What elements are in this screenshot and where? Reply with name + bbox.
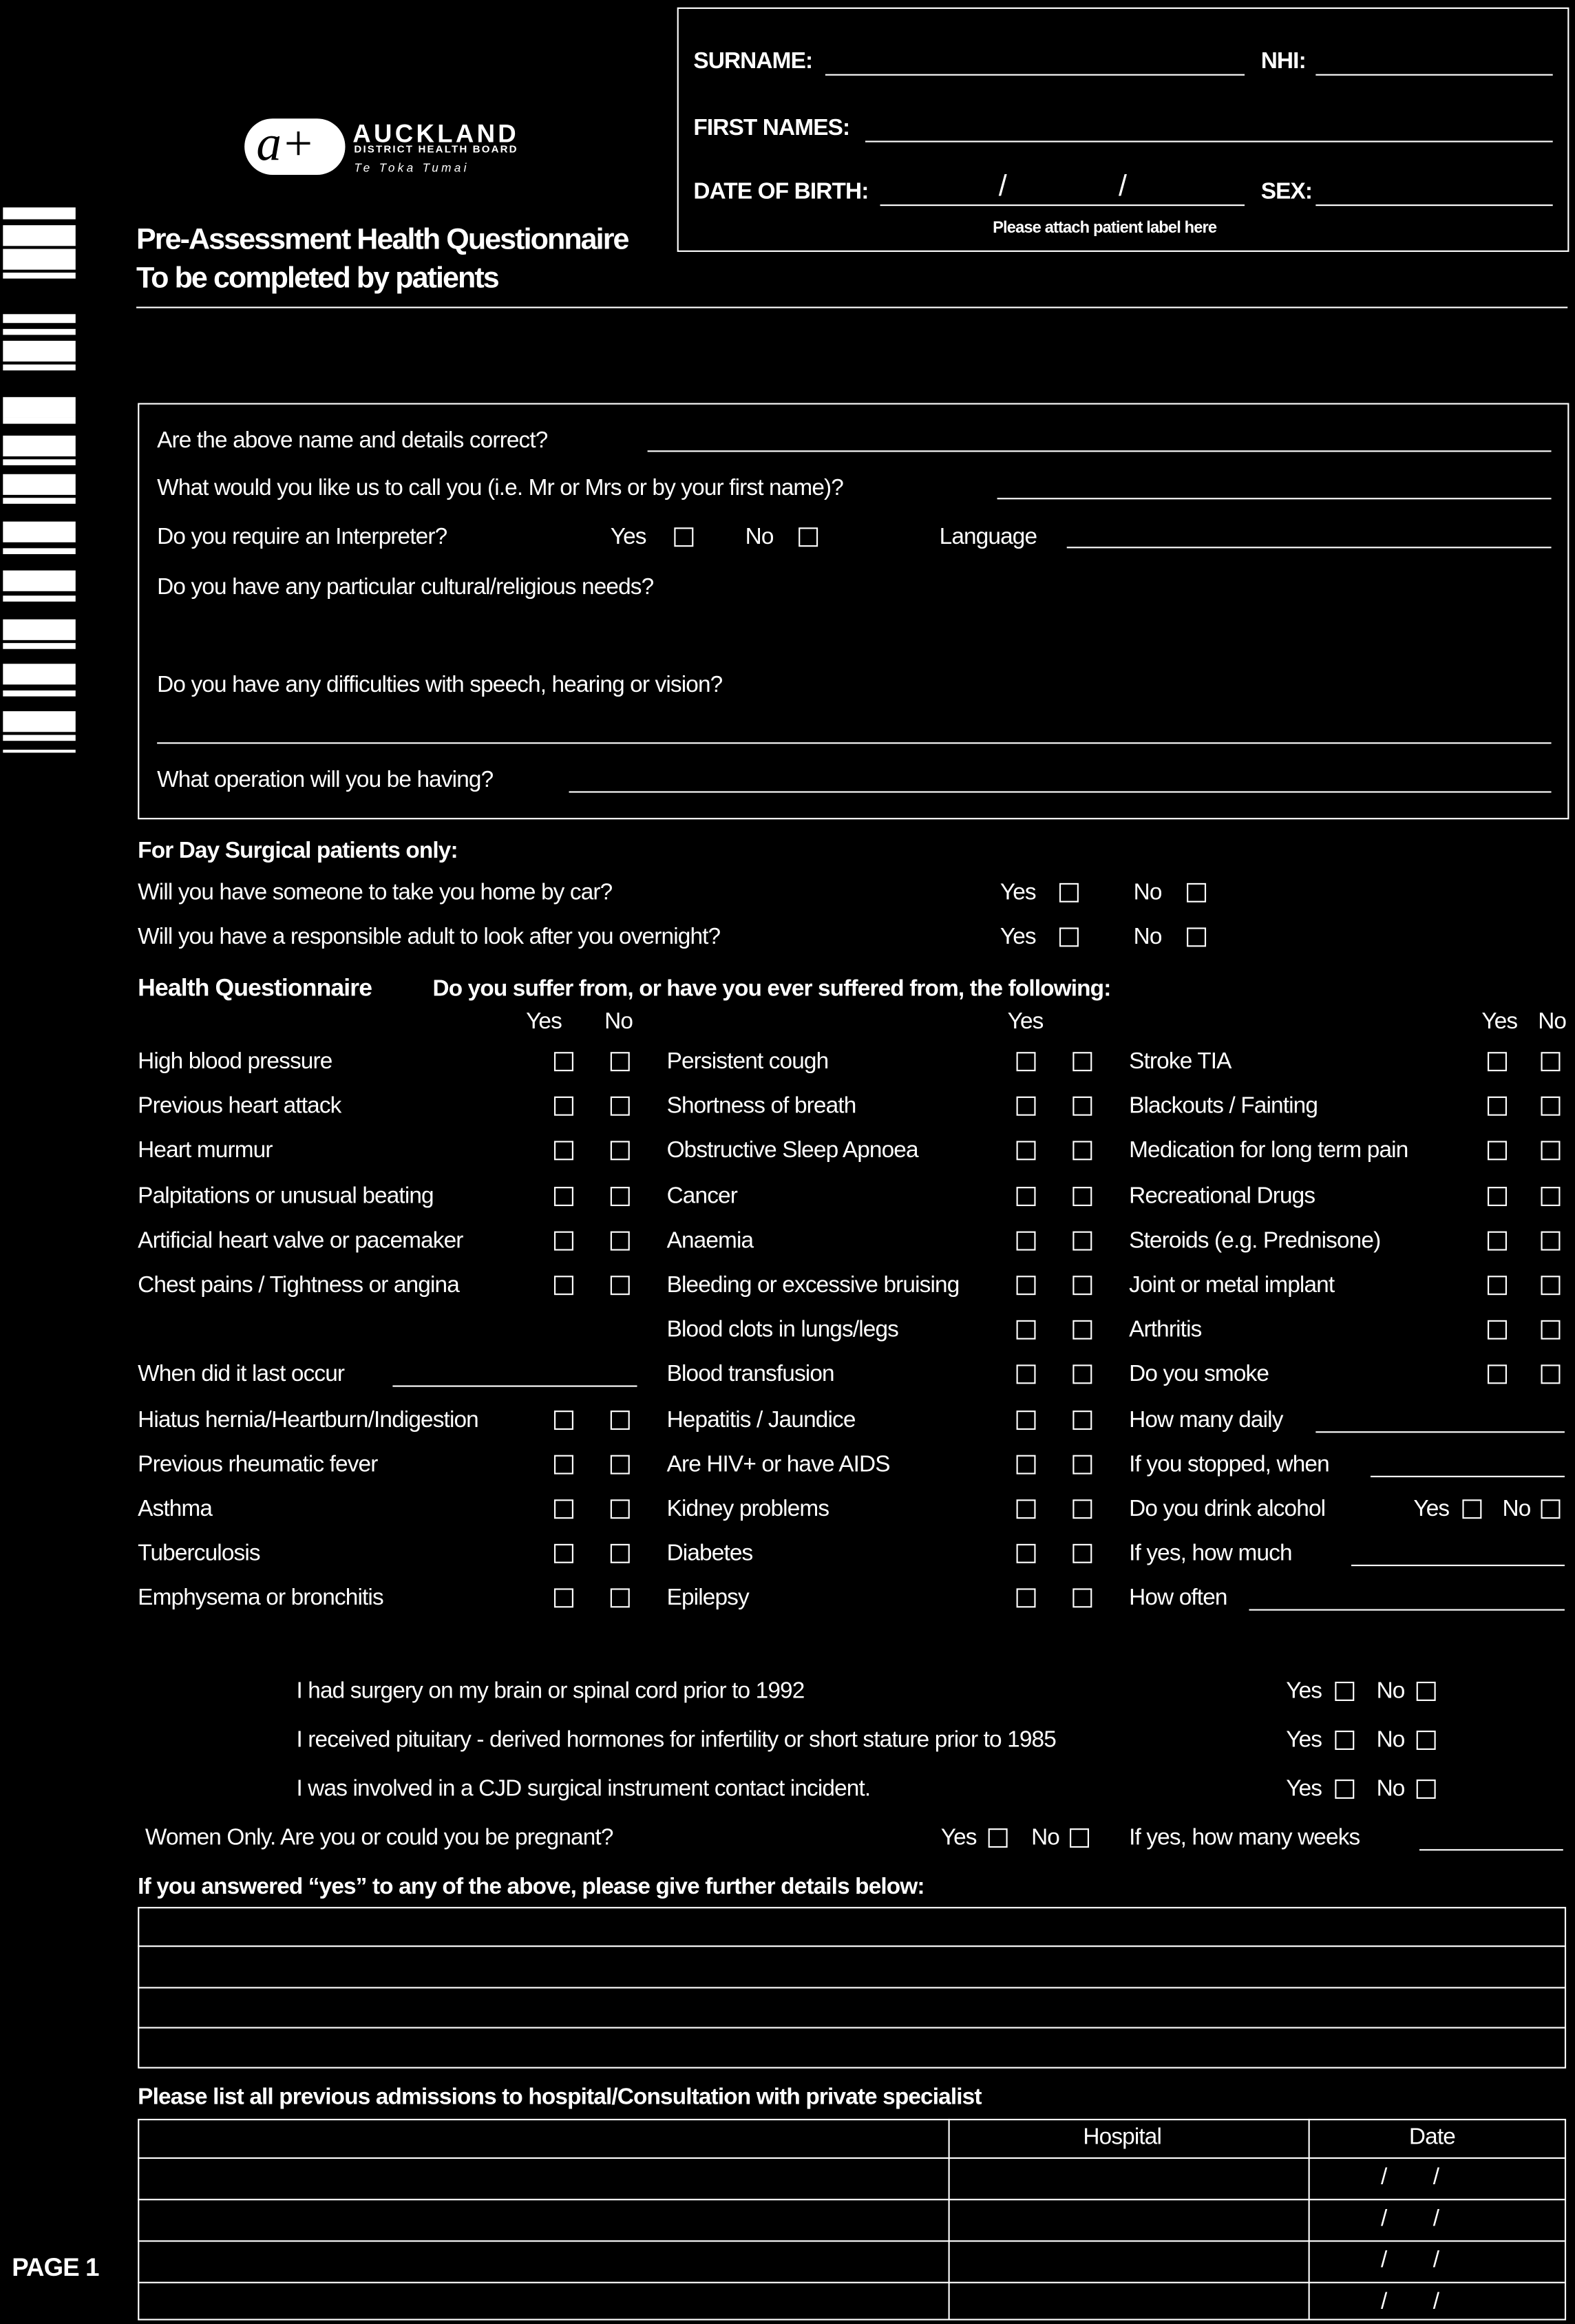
condition-label: Emphysema or bronchitis (138, 1585, 383, 1612)
nhi-field[interactable] (1315, 74, 1552, 76)
condition-yes-checkbox[interactable] (554, 1276, 573, 1295)
barcode-bar (3, 329, 75, 335)
checkbox[interactable] (1417, 1779, 1436, 1799)
condition-yes-checkbox[interactable] (1017, 1589, 1036, 1608)
checkbox[interactable] (1335, 1682, 1354, 1701)
condition-label: Previous heart attack (138, 1093, 341, 1119)
condition-no-checkbox[interactable] (1541, 1320, 1560, 1340)
first-names-label: FIRST NAMES: (693, 115, 850, 141)
condition-no-checkbox[interactable] (611, 1589, 630, 1608)
condition-label: Diabetes (666, 1541, 753, 1567)
condition-no-checkbox[interactable] (611, 1231, 630, 1250)
alcohol-yes-checkbox[interactable] (1462, 1499, 1481, 1519)
barcode-bar (3, 711, 75, 732)
condition-no-checkbox[interactable] (1072, 1589, 1092, 1608)
further-details-input[interactable] (140, 2032, 1560, 2067)
condition-no-checkbox[interactable] (1072, 1097, 1092, 1116)
barcode-bar (3, 249, 75, 270)
checkbox[interactable] (1187, 927, 1206, 947)
logo-motto: Te Toka Tumai (354, 161, 469, 175)
day-surgical-heading: For Day Surgical patients only: (138, 838, 458, 864)
condition-yes-checkbox[interactable] (554, 1589, 573, 1608)
yes-header: Yes (1007, 1008, 1044, 1035)
condition-label: Medication for long term pain (1129, 1138, 1408, 1164)
question-cultural-needs: Do you have any particular cultural/religious needs? (157, 575, 654, 600)
surname-field[interactable] (825, 74, 1245, 76)
condition-label: Joint or metal implant (1129, 1272, 1335, 1298)
condition-no-checkbox[interactable] (1541, 1276, 1560, 1295)
weeks-field[interactable] (1419, 1849, 1563, 1850)
date-header: Date (1408, 2124, 1455, 2151)
condition-label: High blood pressure (138, 1048, 332, 1075)
condition-label: Do you drink alcohol (1129, 1496, 1326, 1522)
admissions-heading: Please list all previous admissions to hospital/Consultation with private specialist (138, 2084, 982, 2111)
condition-no-checkbox[interactable] (611, 1499, 630, 1519)
condition-label: Anaemia (666, 1227, 754, 1254)
yes-label: Yes (940, 1825, 977, 1851)
condition-yes-checkbox[interactable] (1017, 1365, 1036, 1384)
details-row-line (138, 1945, 1565, 1947)
barcode-bar (3, 364, 75, 370)
condition-no-checkbox[interactable] (1072, 1231, 1092, 1250)
condition-label: Blackouts / Fainting (1129, 1093, 1318, 1119)
dob-slash: / (998, 170, 1006, 203)
condition-no-checkbox[interactable] (1541, 1141, 1560, 1161)
barcode-bar (3, 548, 75, 554)
answer-line[interactable] (997, 498, 1552, 499)
checkbox[interactable] (1335, 1779, 1354, 1799)
condition-label: Do you smoke (1129, 1362, 1269, 1388)
answer-line[interactable] (1371, 1475, 1565, 1477)
condition-yes-checkbox[interactable] (1017, 1455, 1036, 1474)
condition-yes-checkbox[interactable] (554, 1097, 573, 1116)
health-heading: Health Questionnaire (138, 975, 372, 1002)
nhi-label: NHI: (1260, 49, 1306, 74)
column-divider (949, 2119, 950, 2319)
barcode-bar (3, 750, 75, 752)
condition-no-checkbox[interactable] (1072, 1186, 1092, 1205)
no-label: No (1133, 925, 1162, 950)
condition-no-checkbox[interactable] (611, 1186, 630, 1205)
first-names-field[interactable] (865, 140, 1553, 142)
barcode-bar (3, 664, 75, 684)
answer-line[interactable] (648, 450, 1552, 452)
question-interpreter: Do you require an Interpreter? (157, 524, 447, 550)
barcode-bar (3, 436, 75, 456)
weeks-label: If yes, how many weeks (1129, 1825, 1360, 1851)
condition-label: How often (1129, 1585, 1227, 1612)
divider (136, 307, 1567, 308)
condition-yes-checkbox[interactable] (1017, 1499, 1036, 1519)
condition-yes-checkbox[interactable] (554, 1141, 573, 1161)
further-details-input[interactable] (140, 1951, 1560, 1985)
question-speech-hearing: Do you have any difficulties with speech, hearing or vision? (157, 673, 723, 698)
page-subtitle: To be completed by patients (136, 262, 498, 295)
condition-label: Bleeding or excessive bruising (666, 1272, 960, 1298)
pregnant-no-checkbox[interactable] (1070, 1828, 1089, 1848)
barcode-bar (3, 522, 75, 542)
hospital-header: Hospital (1083, 2124, 1162, 2151)
barcode-bar (3, 595, 75, 602)
condition-no-checkbox[interactable] (1072, 1276, 1092, 1295)
yes-label: Yes (1413, 1496, 1450, 1522)
condition-no-checkbox[interactable] (611, 1410, 630, 1429)
alcohol-no-checkbox[interactable] (1541, 1499, 1560, 1519)
no-header: No (1538, 1008, 1567, 1035)
condition-label: Palpitations or unusual beating (138, 1183, 434, 1209)
barcode-bar (3, 418, 75, 424)
condition-label: Asthma (138, 1496, 213, 1522)
condition-label: Blood transfusion (666, 1362, 834, 1388)
date-field-mask: / / (1381, 2164, 1439, 2190)
barcode-bar (3, 690, 75, 697)
details-box (138, 403, 1569, 819)
condition-yes-checkbox[interactable] (554, 1544, 573, 1563)
condition-no-checkbox[interactable] (1541, 1052, 1560, 1071)
further-details-input[interactable] (140, 1910, 1560, 1944)
condition-yes-checkbox[interactable] (1488, 1276, 1507, 1295)
health-question: Do you suffer from, or have you ever suffered from, the following: (432, 976, 1111, 1002)
no-label: No (1031, 1825, 1059, 1851)
label-note: Please attach patient label here (993, 219, 1217, 237)
barcode-bar (3, 571, 75, 591)
condition-yes-checkbox[interactable] (554, 1052, 573, 1071)
condition-label: Are HIV+ or have AIDS (666, 1451, 890, 1477)
condition-no-checkbox[interactable] (1072, 1365, 1092, 1384)
details-row-line (138, 2027, 1565, 2028)
further-details-input[interactable] (140, 1992, 1560, 2026)
yes-label: Yes (1286, 1776, 1322, 1802)
condition-no-checkbox[interactable] (1541, 1097, 1560, 1116)
cjd-question: I was involved in a CJD surgical instrument contact incident. (296, 1776, 871, 1802)
no-label: No (1502, 1496, 1531, 1522)
answer-line[interactable] (157, 742, 1551, 743)
interpreter-no-checkbox[interactable] (799, 527, 818, 547)
condition-label: Kidney problems (666, 1496, 829, 1522)
checkbox[interactable] (1059, 927, 1079, 947)
no-label: No (1376, 1776, 1405, 1802)
dob-slash: / (1119, 170, 1127, 203)
condition-no-checkbox[interactable] (611, 1097, 630, 1116)
condition-label: If yes, how much (1129, 1541, 1292, 1567)
day-surgical-question: Will you have a responsible adult to look after you overnight? (138, 925, 721, 950)
date-field-mask: / / (1381, 2289, 1439, 2315)
condition-no-checkbox[interactable] (611, 1276, 630, 1295)
barcode-bar (3, 474, 75, 495)
condition-yes-checkbox[interactable] (1017, 1410, 1036, 1429)
condition-no-checkbox[interactable] (611, 1141, 630, 1161)
checkbox[interactable] (1335, 1731, 1354, 1750)
logo-name: AUCKLAND (352, 120, 520, 149)
condition-no-checkbox[interactable] (1072, 1320, 1092, 1340)
cjd-question: I had surgery on my brain or spinal cord prior to 1992 (296, 1678, 805, 1704)
column-divider (1309, 2119, 1310, 2319)
surname-label: SURNAME: (693, 49, 813, 74)
condition-label: Recreational Drugs (1129, 1183, 1315, 1209)
condition-yes-checkbox[interactable] (1017, 1097, 1036, 1116)
yes-header: Yes (1481, 1008, 1518, 1035)
interpreter-yes-checkbox[interactable] (674, 527, 693, 547)
condition-no-checkbox[interactable] (1541, 1186, 1560, 1205)
admissions-table (138, 2119, 1566, 2321)
condition-yes-checkbox[interactable] (1488, 1052, 1507, 1071)
no-label: No (745, 524, 774, 550)
cjd-question: I received pituitary - derived hormones for infertility or short stature prior to 1985 (296, 1727, 1056, 1753)
question-preferred-name: What would you like us to call you (i.e. Mr or Mrs or by your first name)? (157, 475, 843, 501)
condition-label: Epilepsy (666, 1585, 749, 1612)
condition-no-checkbox[interactable] (611, 1544, 630, 1563)
checkbox[interactable] (1059, 883, 1079, 902)
last-occur-field[interactable] (392, 1386, 637, 1387)
condition-yes-checkbox[interactable] (1017, 1544, 1036, 1563)
condition-label: Blood clots in lungs/legs (666, 1317, 898, 1343)
barcode-bar (3, 498, 75, 504)
dob-field[interactable] (880, 204, 1245, 206)
no-header: No (604, 1008, 633, 1035)
condition-no-checkbox[interactable] (1541, 1231, 1560, 1250)
condition-no-checkbox[interactable] (611, 1052, 630, 1071)
condition-no-checkbox[interactable] (1072, 1052, 1092, 1071)
pregnant-yes-checkbox[interactable] (989, 1828, 1008, 1848)
yes-header: Yes (526, 1008, 562, 1035)
further-details-heading: If you answered “yes” to any of the above, please give further details below: (138, 1874, 924, 1900)
condition-yes-checkbox[interactable] (1488, 1186, 1507, 1205)
condition-label: Obstructive Sleep Apnoea (666, 1138, 918, 1164)
table-row-line (138, 2199, 1565, 2200)
sex-label: SEX: (1260, 179, 1313, 205)
condition-yes-checkbox[interactable] (1017, 1141, 1036, 1161)
answer-line[interactable] (1351, 1565, 1565, 1566)
condition-yes-checkbox[interactable] (1488, 1320, 1507, 1340)
details-row-line (138, 1987, 1565, 1988)
yes-label: Yes (1286, 1678, 1322, 1704)
table-row-line (138, 2240, 1565, 2241)
condition-yes-checkbox[interactable] (554, 1499, 573, 1519)
pregnancy-question: Women Only. Are you or could you be pregnant? (145, 1825, 613, 1851)
condition-yes-checkbox[interactable] (1017, 1320, 1036, 1340)
condition-no-checkbox[interactable] (1072, 1544, 1092, 1563)
sex-field[interactable] (1315, 204, 1552, 206)
page-title: Pre-Assessment Health Questionnaire (136, 224, 628, 257)
yes-label: Yes (610, 524, 646, 550)
checkbox[interactable] (1187, 883, 1206, 902)
yes-label: Yes (1000, 880, 1036, 906)
condition-label: If you stopped, when (1129, 1451, 1329, 1477)
condition-no-checkbox[interactable] (1072, 1455, 1092, 1474)
table-row-line (138, 2157, 1565, 2159)
logo-sub: DISTRICT HEALTH BOARD (354, 145, 518, 156)
no-label: No (1376, 1727, 1405, 1753)
page-number: PAGE 1 (12, 2253, 99, 2282)
barcode-bar (3, 735, 75, 741)
logo-mark: a+ (244, 118, 345, 175)
condition-yes-checkbox[interactable] (1488, 1097, 1507, 1116)
condition-label: Heart murmur (138, 1138, 273, 1164)
condition-no-checkbox[interactable] (1541, 1365, 1560, 1384)
condition-label: Arthritis (1129, 1317, 1202, 1343)
language-label: Language (939, 524, 1037, 550)
yes-label: Yes (1000, 925, 1036, 950)
condition-label: Stroke TIA (1129, 1048, 1232, 1075)
condition-yes-checkbox[interactable] (1488, 1365, 1507, 1384)
barcode-bar (3, 273, 75, 279)
checkbox[interactable] (1417, 1682, 1436, 1701)
table-row-line (138, 2282, 1565, 2283)
language-field[interactable] (1067, 547, 1552, 548)
yes-label: Yes (1286, 1727, 1322, 1753)
barcode-bar (3, 225, 75, 246)
barcode-bar (3, 207, 75, 219)
condition-label: Tuberculosis (138, 1541, 260, 1567)
condition-yes-checkbox[interactable] (1017, 1231, 1036, 1250)
condition-label: Hiatus hernia/Heartburn/Indigestion (138, 1406, 478, 1433)
question-operation: What operation will you be having? (157, 767, 494, 793)
condition-yes-checkbox[interactable] (1017, 1276, 1036, 1295)
operation-field[interactable] (569, 791, 1552, 792)
date-field-mask: / / (1381, 2248, 1439, 2273)
date-field-mask: / / (1381, 2206, 1439, 2232)
barcode-bar (3, 314, 75, 323)
condition-yes-checkbox[interactable] (554, 1455, 573, 1474)
barcode-bar (3, 620, 75, 640)
condition-yes-checkbox[interactable] (1017, 1052, 1036, 1071)
barcode-bar (3, 341, 75, 361)
condition-yes-checkbox[interactable] (554, 1410, 573, 1429)
condition-label: Artificial heart valve or pacemaker (138, 1227, 463, 1254)
condition-yes-checkbox[interactable] (1488, 1231, 1507, 1250)
condition-label: When did it last occur (138, 1362, 345, 1388)
condition-yes-checkbox[interactable] (1017, 1186, 1036, 1205)
question-details-correct: Are the above name and details correct? (157, 428, 548, 454)
condition-yes-checkbox[interactable] (554, 1186, 573, 1205)
condition-yes-checkbox[interactable] (554, 1231, 573, 1250)
condition-no-checkbox[interactable] (611, 1455, 630, 1474)
barcode-bar (3, 459, 75, 465)
barcode-bar (3, 643, 75, 649)
day-surgical-question: Will you have someone to take you home by car? (138, 880, 613, 906)
condition-no-checkbox[interactable] (1072, 1141, 1092, 1161)
checkbox[interactable] (1417, 1731, 1436, 1750)
condition-label: Persistent cough (666, 1048, 829, 1075)
answer-line[interactable] (1249, 1609, 1564, 1611)
condition-label: How many daily (1129, 1406, 1283, 1433)
condition-no-checkbox[interactable] (1072, 1499, 1092, 1519)
condition-label: Steroids (e.g. Prednisone) (1129, 1227, 1381, 1254)
condition-no-checkbox[interactable] (1072, 1410, 1092, 1429)
condition-label: Cancer (666, 1183, 737, 1209)
no-label: No (1133, 880, 1162, 906)
condition-yes-checkbox[interactable] (1488, 1141, 1507, 1161)
condition-label: Chest pains / Tightness or angina (138, 1272, 459, 1298)
no-label: No (1376, 1678, 1405, 1704)
condition-label: Hepatitis / Jaundice (666, 1406, 856, 1433)
condition-label: Previous rheumatic fever (138, 1451, 378, 1477)
barcode-bar (3, 397, 75, 418)
dob-label: DATE OF BIRTH: (693, 179, 869, 205)
answer-line[interactable] (1315, 1430, 1565, 1432)
condition-label: Shortness of breath (666, 1093, 856, 1119)
